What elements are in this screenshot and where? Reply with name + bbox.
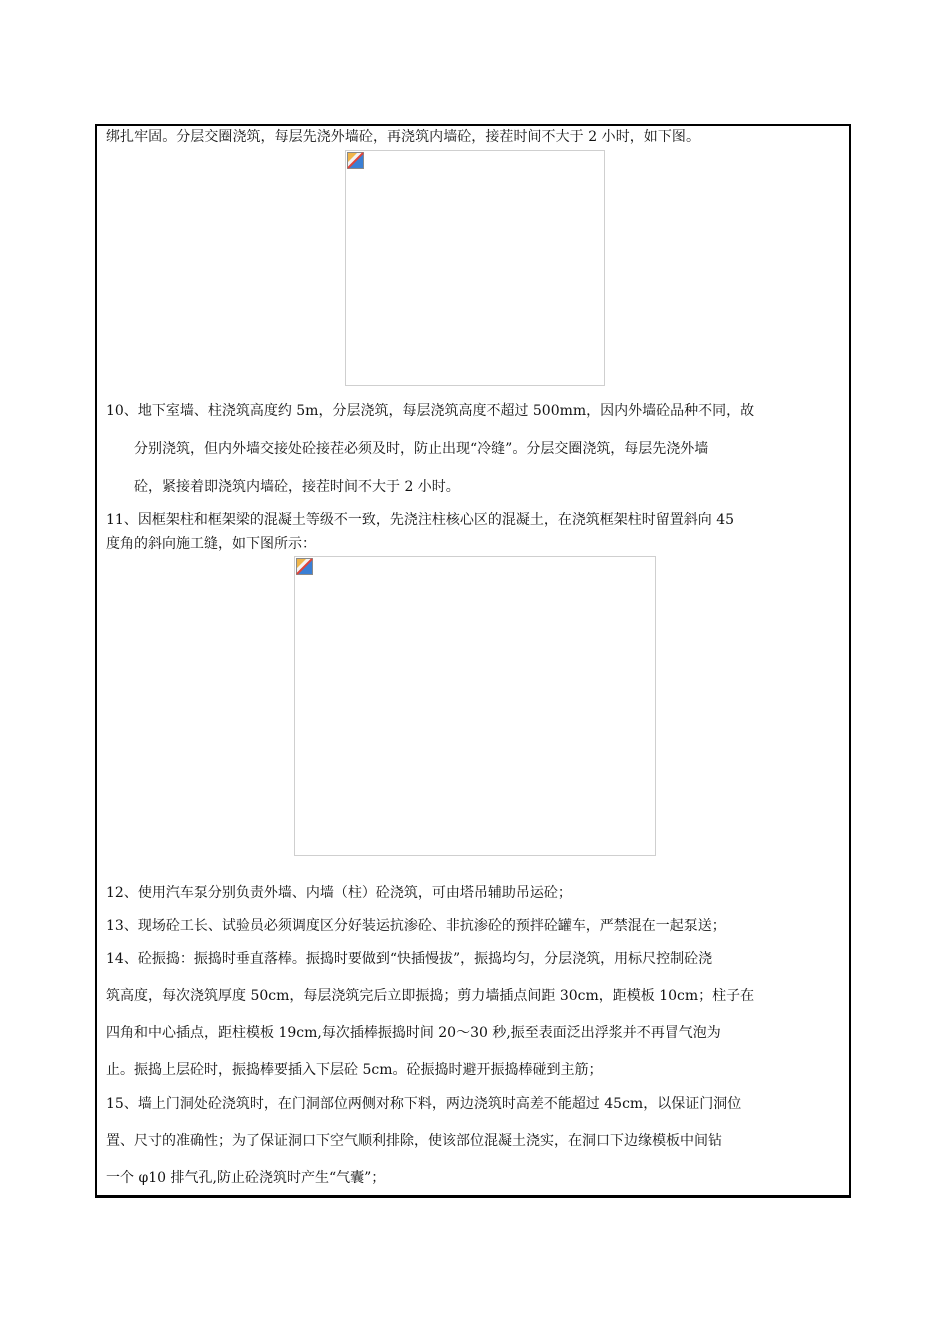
paragraph-line: 度角的斜向施工缝，如下图所示： xyxy=(106,536,316,552)
paragraph-line: 分别浇筑，但内外墙交接处砼接茬必须及时，防止出现“冷缝”。分层交圈浇筑，每层先浇外墙 xyxy=(134,441,709,457)
paragraph-line: 止。振捣上层砼时，振捣棒要插入下层砼 5cm。砼振捣时避开振捣棒碰到主筋； xyxy=(106,1062,603,1078)
paragraph-line: 13、现场砼工长、试验员必须调度区分好装运抗渗砼、非抗渗砼的预拌砼罐车，严禁混在一起泵送； xyxy=(106,918,726,934)
paragraph-line: 14、砼振捣：振捣时垂直落棒。振捣时要做到“快插慢拔”，振捣均匀，分层浇筑，用标尺控制砼浇 xyxy=(106,951,713,967)
figure-placeholder-2 xyxy=(294,556,656,856)
paragraph-line: 四角和中心插点，距柱模板 19cm,每次插棒振捣时间 20～30 秒,振至表面泛出浮浆并不再冒气泡为 xyxy=(106,1025,721,1041)
paragraph-line: 砼，紧接着即浇筑内墙砼，接茬时间不大于 2 小时。 xyxy=(134,479,460,495)
paragraph-line: 一个 φ10 排气孔,防止砼浇筑时产生“气囊”； xyxy=(106,1170,386,1186)
paragraph-line: 15、墙上门洞处砼浇筑时，在门洞部位两侧对称下料，两边浇筑时高差不能超过 45cm，以保证门洞位 xyxy=(106,1096,742,1112)
paragraph-line: 置、尺寸的准确性；为了保证洞口下空气顺利排除，使该部位混凝土浇实，在洞口下边缘模板中间钻 xyxy=(106,1133,722,1149)
figure-placeholder-1 xyxy=(345,150,605,386)
broken-image-icon xyxy=(296,558,313,575)
paragraph-line: 12、使用汽车泵分别负责外墙、内墙（柱）砼浇筑，可由塔吊辅助吊运砼； xyxy=(106,885,572,901)
paragraph-line: 绑扎牢固。分层交圈浇筑，每层先浇外墙砼，再浇筑内墙砼，接茬时间不大于 2 小时，如下图。 xyxy=(106,129,701,145)
paragraph-line: 11、因框架柱和框架梁的混凝土等级不一致，先浇注柱核心区的混凝土，在浇筑框架柱时留置斜向 45 xyxy=(106,512,735,528)
broken-image-icon xyxy=(347,152,364,169)
paragraph-line: 10、地下室墙、柱浇筑高度约 5m，分层浇筑，每层浇筑高度不超过 500mm，因内外墙砼品种不同，故 xyxy=(106,403,755,419)
paragraph-line: 筑高度，每次浇筑厚度 50cm，每层浇筑完后立即振捣；剪力墙插点间距 30cm，距模板 10cm；柱子在 xyxy=(106,988,755,1004)
